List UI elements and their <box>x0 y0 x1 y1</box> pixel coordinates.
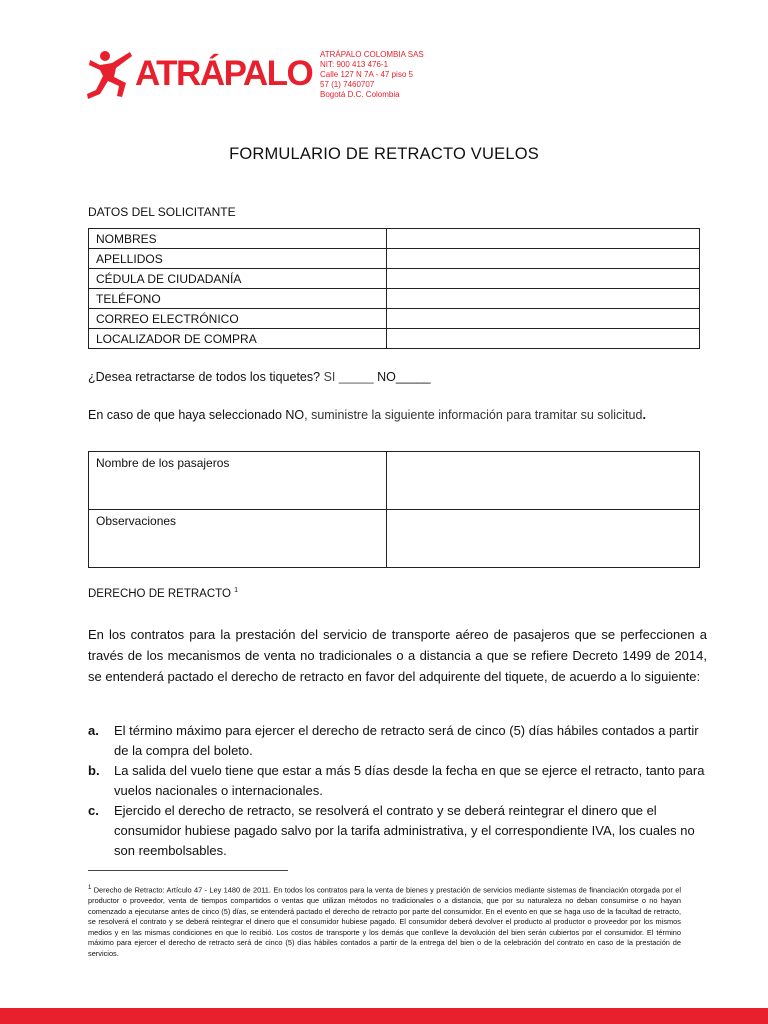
table-row <box>89 510 700 568</box>
list-marker: c. <box>88 803 99 818</box>
field-label: CORREO ELECTRÓNICO <box>89 309 387 329</box>
note-text: , suministre la siguiente información para tramitar su solicitud <box>304 408 643 422</box>
running-figure-icon <box>86 48 136 102</box>
table-row <box>89 249 700 269</box>
correo-field[interactable] <box>387 309 700 329</box>
footnote-separator <box>88 870 288 871</box>
table-row <box>89 452 700 510</box>
instruction-note <box>88 405 700 425</box>
list-item-text: El término máximo para ejercer el derecho de retracto será de cinco (5) días hábiles contados a partir de la compra del boleto. <box>114 723 699 758</box>
nombres-field[interactable] <box>387 229 700 249</box>
form-title: FORMULARIO DE RETRACTO VUELOS <box>229 145 539 163</box>
note-end: . <box>642 408 646 422</box>
footer-bar <box>0 1008 768 1024</box>
retracto-paragraph: En los contratos para la prestación del servicio de transporte aéreo de pasajeros que se perfeccionen a través de los mecanismos de venta no tradicionales o a distancia a que se refiere Decreto 1499 de 2014, se entenderá pactado el derecho de retracto en favor del adquirente del tiquete, de acuerdo a lo siguiente: <box>88 627 707 684</box>
question-text: ¿Desea retractarse de todos los tiquetes? <box>88 370 321 384</box>
field-label: NOMBRES <box>89 229 387 249</box>
applicant-table <box>88 228 700 349</box>
footnote-text: Derecho de Retracto: Artículo 47 - Ley 1480 de 2011. En todos los contratos para la venta de bienes y prestación de servicios mediante sistemas de financiación otorgada por el productor o proveedor, venta de tiempos compartidos o ventas que utilizan métodos no tradicionales o a distancia, que por su naturaleza no deban consumirse o no hayan comenzado a ejecutarse antes de cinco (5) días, se entenderá pactado el derecho de retracto por parte del consumidor. En el evento en que se haga uso de la facultad de retracto, se resolverá el contrato y se deberá reintegrar el dinero que el consumidor hubiese pagado. El consumidor deberá devolver el producto al productor o proveedor por los mismos medios y en las mismas condiciones en que lo recibió. Los costos de transporte y los demás que conlleve la devolución del bien serán cubiertos por el consumidor. El término máximo para ejercer el derecho de retracto será de cinco (5) días hábiles contados a partir de la entrega del bien o de la celebración del contrato en caso de la prestación de servicios. <box>88 885 681 959</box>
list-item <box>88 721 707 761</box>
company-line: ATRÁPALO COLOMBIA SAS <box>320 50 424 59</box>
table-row <box>89 309 700 329</box>
applicant-heading: DATOS DEL SOLICITANTE <box>88 205 236 219</box>
table-row <box>89 269 700 289</box>
field-label: CÉDULA DE CIUDADANÍA <box>89 269 387 289</box>
list-marker: a. <box>88 723 99 738</box>
table-row <box>89 229 700 249</box>
company-line: 57 (1) 7460707 <box>320 80 375 89</box>
apellidos-field[interactable] <box>387 249 700 269</box>
field-label: LOCALIZADOR DE COMPRA <box>89 329 387 349</box>
company-line: NIT: 900 413 476-1 <box>320 60 389 69</box>
atrapalo-logo <box>86 48 313 104</box>
cedula-field[interactable] <box>387 269 700 289</box>
conditions-list <box>88 721 707 861</box>
field-label: APELLIDOS <box>89 249 387 269</box>
table-row <box>89 289 700 309</box>
footnote-ref: 1 <box>234 587 239 594</box>
footnote <box>88 883 681 960</box>
logo-wordmark: ATRÁPALO <box>135 54 313 93</box>
list-item-text: Ejercido el derecho de retracto, se resolverá el contrato y se deberá reintegrar el dinero que el consumidor hubiese pagado salvo por la tarifa administrativa, y el correspondiente IVA, los cuales no son reembolsables. <box>114 803 695 858</box>
field-label: Observaciones <box>89 510 387 568</box>
field-label: TELÉFONO <box>89 289 387 309</box>
company-info <box>320 50 424 100</box>
retracto-heading <box>88 587 238 600</box>
no-answer-blank[interactable]: NO_____ <box>377 370 431 384</box>
observaciones-field[interactable] <box>387 510 700 568</box>
list-item <box>88 761 707 801</box>
footnote-number: 1 <box>88 885 92 891</box>
telefono-field[interactable] <box>387 289 700 309</box>
yes-answer-blank[interactable]: SI _____ <box>323 370 374 384</box>
note-bold: En caso de que haya seleccionado NO <box>88 408 305 422</box>
list-item-text: La salida del vuelo tiene que estar a más 5 días desde la fecha en que se ejerce el retracto, tanto para vuelos nacionales o internacionales. <box>114 763 705 798</box>
list-marker: b. <box>88 763 100 778</box>
retract-question <box>88 370 431 384</box>
list-item <box>88 801 707 861</box>
localizador-field[interactable] <box>387 329 700 349</box>
passenger-names-field[interactable] <box>387 452 700 510</box>
company-line: Calle 127 N 7A - 47 piso 5 <box>320 70 413 79</box>
passengers-table <box>88 451 700 568</box>
company-line: Bogotá D.C. Colombia <box>320 90 400 99</box>
field-label: Nombre de los pasajeros <box>89 452 387 510</box>
heading-text: DERECHO DE RETRACTO <box>88 587 231 600</box>
table-row <box>89 329 700 349</box>
